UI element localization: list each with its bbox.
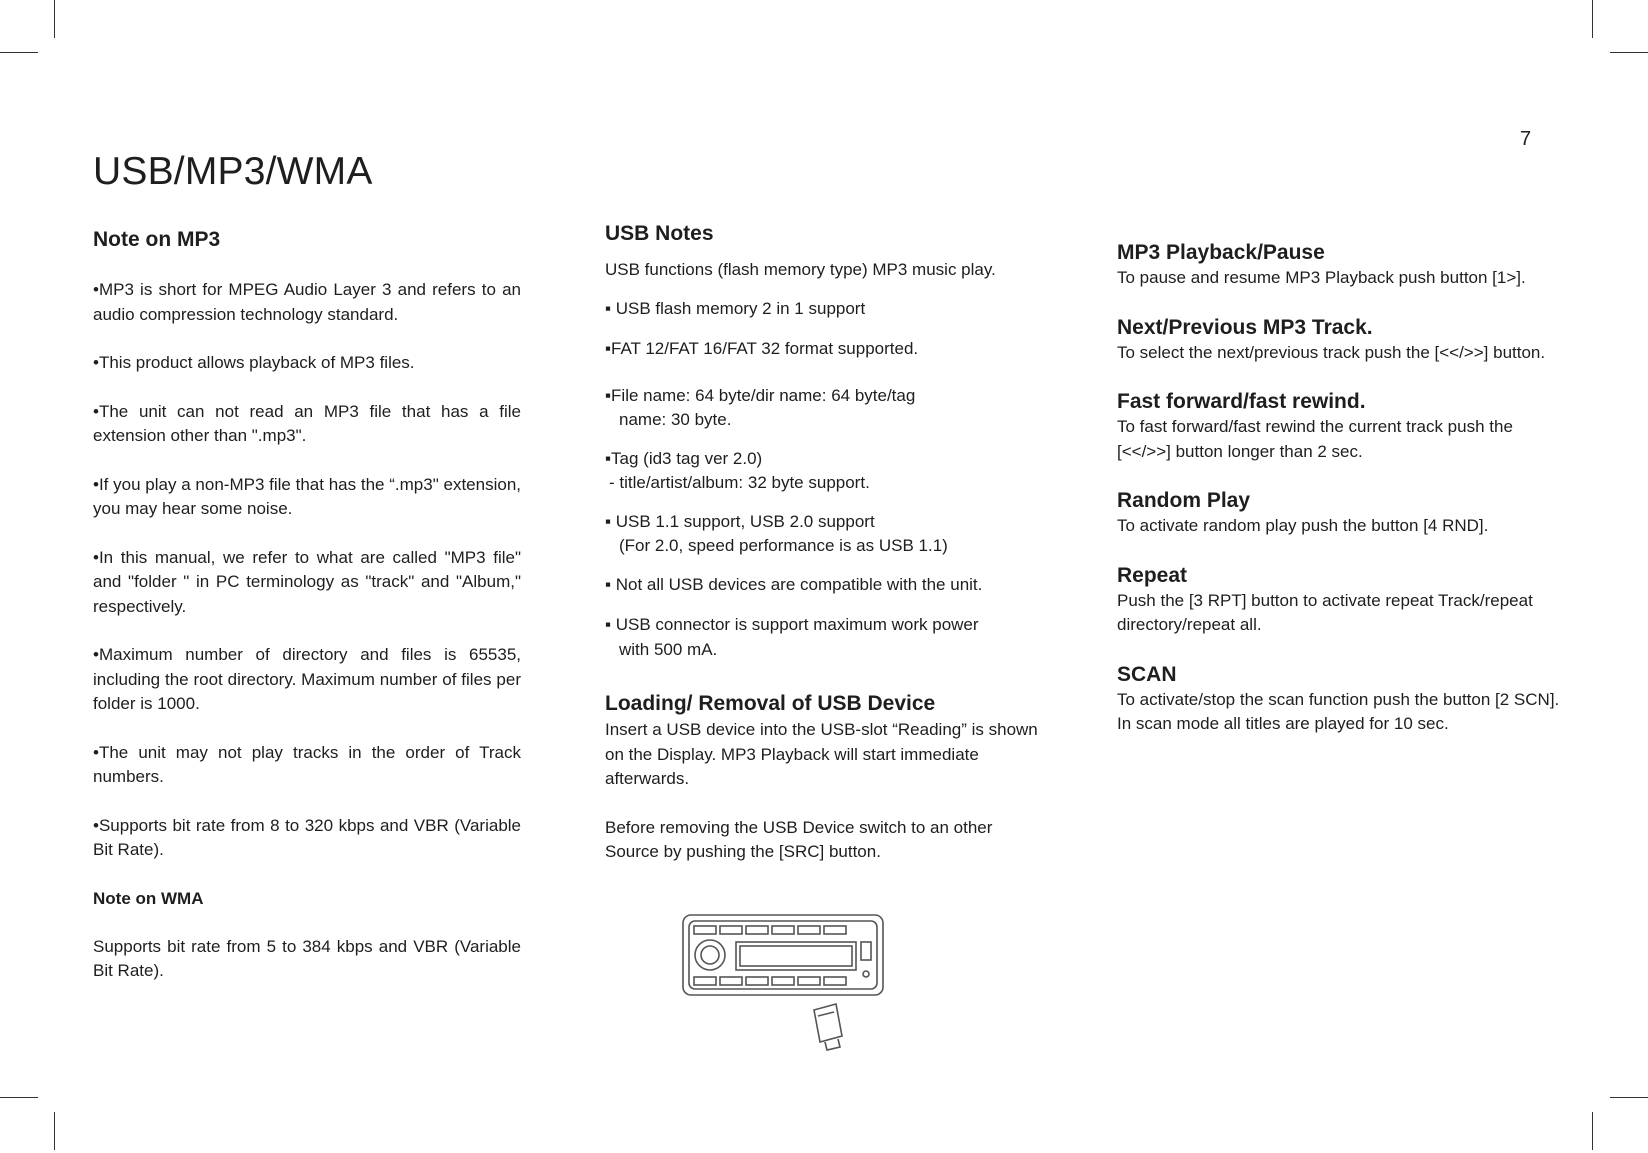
usb-note-item-continued: - title/artist/album: 32 byte support. — [609, 473, 870, 492]
loading-paragraph: Insert a USB device into the USB-slot “Reading” is shown on the Display. MP3 Playback will start immediate afterwards. — [605, 720, 1038, 788]
usb-note-item-continued: name: 30 byte. — [619, 410, 732, 429]
note-mp3-heading: Note on MP3 — [93, 228, 221, 251]
wma-note-paragraph: Supports bit rate from 5 to 384 kbps and VBR (Variable Bit Rate). — [93, 936, 521, 980]
playback-controls-column — [1117, 240, 1562, 761]
crop-mark — [54, 0, 55, 38]
section-heading: Fast forward/fast rewind. — [1117, 390, 1366, 413]
mp3-note-paragraph: •In this manual, we refer to what are called "MP3 file" and "folder " in PC terminology as "track" and "Album," respectively. — [93, 547, 521, 616]
mp3-note-paragraph: •This product allows playback of MP3 files. — [93, 353, 415, 372]
usb-notes-column — [605, 220, 1050, 865]
playback-section — [1117, 240, 1562, 291]
section-text: Push the [3 RPT] button to activate repeat Track/repeat directory/repeat all. — [1117, 590, 1533, 634]
car-radio-usb-illustration — [680, 912, 892, 1052]
section-heading: SCAN — [1117, 662, 1177, 686]
crop-mark — [1610, 1097, 1648, 1098]
usb-note-item-continued: (For 2.0, speed performance is as USB 1.1) — [619, 536, 948, 555]
usb-notes-intro: USB functions (flash memory type) MP3 music play. — [605, 260, 996, 279]
section-text: To activate random play push the button [4 RND]. — [1117, 516, 1489, 535]
crop-mark — [54, 1112, 55, 1150]
mp3-note-paragraph: •The unit may not play tracks in the order of Track numbers. — [93, 742, 521, 786]
mp3-note-paragraph: •MP3 is short for MPEG Audio Layer 3 and refers to an audio compression technology standard. — [93, 280, 521, 324]
section-heading: Repeat — [1117, 563, 1188, 587]
crop-mark — [1610, 52, 1648, 53]
usb-note-item: ▪File name: 64 byte/dir name: 64 byte/tag — [605, 385, 916, 405]
section-text: To select the next/previous track push the [<</>>] button. — [1117, 342, 1546, 362]
usb-note-item: ▪ Not all USB devices are compatible with the unit. — [605, 574, 983, 594]
usb-note-item: ▪ USB flash memory 2 in 1 support — [605, 298, 866, 318]
section-text: To fast forward/fast rewind the current track push the [<</>>] button longer than 2 sec. — [1117, 417, 1513, 461]
mp3-note-paragraph: •The unit can not read an MP3 file that has a file extension other than ".mp3". — [93, 401, 521, 445]
usb-note-item-continued: with 500 mA. — [619, 639, 718, 659]
usb-note-item: ▪Tag (id3 tag ver 2.0) — [605, 448, 763, 468]
section-text: To activate/stop the scan function push the button [2 SCN]. In scan mode all titles are played for 10 sec. — [1117, 689, 1560, 733]
usb-note-item: ▪ USB connector is support maximum work power — [605, 615, 979, 634]
fast-forward-section — [1117, 389, 1562, 464]
mp3-note-paragraph: •If you play a non-MP3 file that has the “.mp3" extension, you may hear some noise. — [93, 474, 521, 518]
loading-removal-heading: Loading/ Removal of USB Device — [605, 692, 936, 715]
page-number: 7 — [1520, 128, 1532, 150]
random-play-section — [1117, 488, 1562, 539]
crop-mark — [1592, 1112, 1593, 1150]
crop-mark — [0, 52, 38, 53]
section-heading: MP3 Playback/Pause — [1117, 241, 1325, 264]
usb-notes-heading: USB Notes — [605, 222, 714, 245]
usb-note-item: ▪FAT 12/FAT 16/FAT 32 format supported. — [605, 339, 919, 358]
crop-mark — [1592, 0, 1593, 38]
section-heading: Next/Previous MP3 Track. — [1117, 315, 1373, 339]
note-on-mp3-column — [93, 226, 521, 984]
mp3-note-paragraph: •Supports bit rate from 8 to 320 kbps and VBR (Variable Bit Rate). — [93, 815, 521, 859]
repeat-section — [1117, 563, 1562, 638]
mp3-note-paragraph: •Maximum number of directory and files is 65535, including the root directory. Maximum number of files per folder is 1000. — [93, 645, 521, 713]
section-heading: Random Play — [1117, 489, 1251, 512]
note-wma-heading: Note on WMA — [93, 888, 204, 908]
next-previous-section — [1117, 315, 1562, 366]
crop-mark — [0, 1097, 38, 1098]
scan-section — [1117, 662, 1562, 737]
removal-paragraph: Before removing the USB Device switch to an other Source by pushing the [SRC] button. — [605, 817, 993, 861]
usb-note-item: ▪ USB 1.1 support, USB 2.0 support — [605, 511, 875, 531]
section-text: To pause and resume MP3 Playback push button [1>]. — [1117, 268, 1526, 287]
page-title: USB/MP3/WMA — [93, 150, 373, 193]
